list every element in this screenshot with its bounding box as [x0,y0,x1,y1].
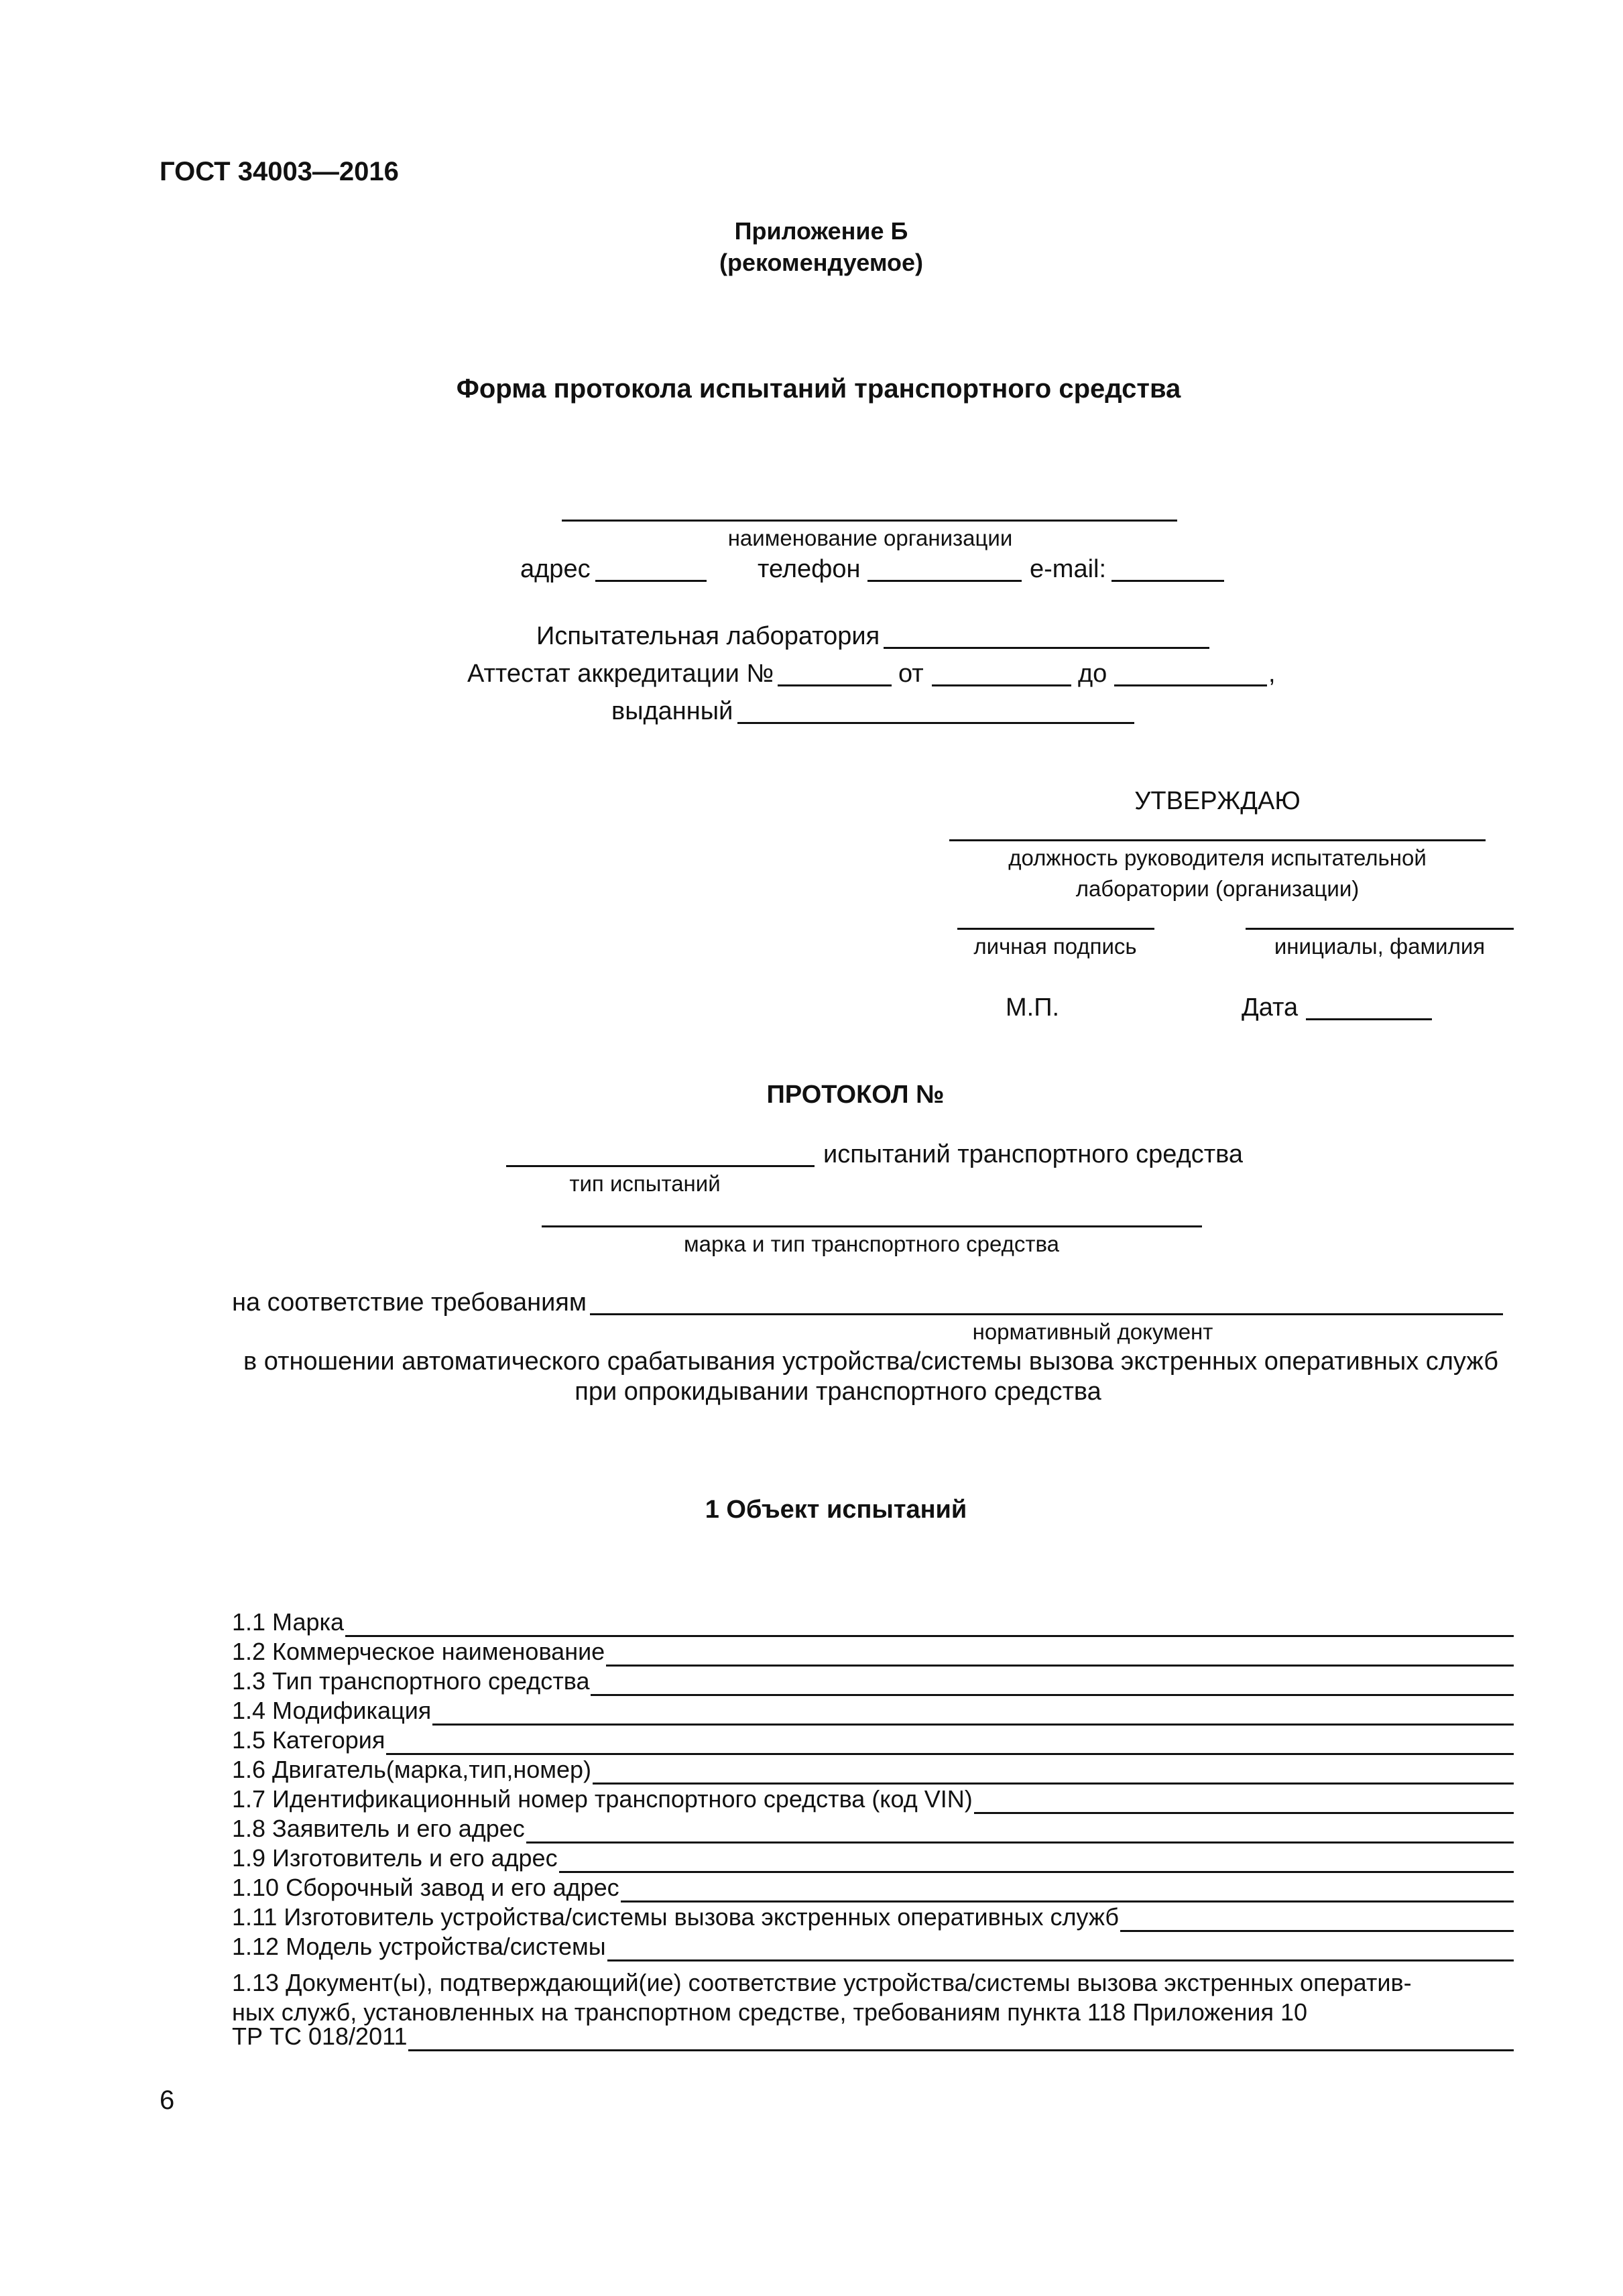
certificate-to-line [1114,684,1267,686]
field-line [606,1644,1514,1667]
initials-caption: инициалы, фамилия [1274,934,1486,959]
signature-caption: личная подпись [973,934,1137,959]
issued-label: выданный [611,697,733,725]
normative-caption: нормативный документ [972,1319,1213,1344]
field-line [593,1762,1514,1785]
tests-text: испытаний транспортного средства [823,1140,1244,1168]
lab-label: Испытательная лаборатория [536,622,880,650]
field-row-modification [232,1695,1514,1726]
scope-line-1: в отношении автоматического срабатывания устройства/системы вызова экстренных оперативных служб [243,1347,1498,1376]
certificate-comma: , [1268,660,1276,688]
field-line [408,2029,1514,2051]
date-line [1306,1018,1432,1020]
email-label: e-mail: [1030,555,1107,583]
field-row-commercial-name [232,1636,1514,1667]
field-line [432,1703,1514,1726]
organization-name-line [562,520,1177,522]
field-label: 1.3 Тип транспортного средства [232,1667,590,1695]
normative-document-line [590,1313,1503,1315]
item-13-line-2: ных служб, установленных на транспортном средстве, требованиям пункта 118 Приложения 10 [232,1998,1307,2026]
field-line [1120,1910,1514,1932]
certificate-to-label: до [1078,660,1107,688]
vehicle-caption: марка и тип транспортного средства [683,1231,1060,1256]
test-type-line [506,1165,815,1167]
field-row-device-manufacturer [232,1901,1514,1932]
item-13-line-1: 1.13 Документ(ы), подтверждающий(ие) соответствие устройства/системы вызова экстренных оператив- [232,1969,1412,1996]
field-label: 1.7 Идентификационный номер транспортного средства (код VIN) [232,1785,973,1813]
stamp-label: М.П. [1006,993,1060,1022]
field-label: ТР ТС 018/2011 [232,2022,408,2050]
field-row-applicant [232,1813,1514,1844]
vehicle-line [542,1225,1202,1227]
page-number: 6 [160,2086,175,2115]
test-type-caption: тип испытаний [569,1171,721,1196]
field-label: 1.10 Сборочный завод и его адрес [232,1874,619,1901]
scope-line-2: при опрокидывании транспортного средства [575,1378,1101,1406]
address-label: адрес [520,555,591,583]
field-label: 1.12 Модель устройства/системы [232,1933,606,1960]
field-row-assembly-plant [232,1872,1514,1902]
field-row-category [232,1724,1514,1755]
certificate-from-line [932,684,1071,686]
field-row-device-model [232,1931,1514,1961]
address-line [595,580,707,582]
position-caption-1: должность руководителя испытательной [1008,845,1427,870]
field-line [386,1733,1514,1755]
field-row-engine [232,1754,1514,1785]
field-line [559,1851,1514,1873]
field-row-vin [232,1783,1514,1814]
compliance-label: на соответствие требованиям [232,1288,587,1317]
form-title: Форма протокола испытаний транспортного средства [456,374,1181,404]
approve-heading: УТВЕРЖДАЮ [1134,787,1301,815]
field-label: 1.2 Коммерческое наименование [232,1638,605,1665]
protocol-title: ПРОТОКОЛ № [766,1081,945,1109]
field-label: 1.1 Марка [232,1608,345,1636]
section-1-title: 1 Объект испытаний [705,1496,967,1524]
position-line [949,839,1486,841]
field-line [591,1674,1514,1696]
standard-number: ГОСТ 34003—2016 [160,157,399,186]
field-row-conformity-documents [232,2020,1514,2051]
field-row-vehicle-type [232,1665,1514,1696]
field-label: 1.11 Изготовитель устройства/системы вызова экстренных оперативных служб [232,1903,1120,1931]
initials-line [1246,928,1514,930]
organization-name-caption: наименование организации [727,526,1013,550]
field-line [621,1880,1514,1902]
certificate-from-label: от [898,660,924,688]
phone-label: телефон [758,555,861,583]
email-line [1111,580,1224,582]
field-line [526,1821,1514,1844]
field-label: 1.9 Изготовитель и его адрес [232,1844,558,1872]
field-label: 1.8 Заявитель и его адрес [232,1815,525,1842]
field-label: 1.5 Категория [232,1726,385,1754]
phone-line [867,580,1022,582]
annex-title: Приложение Б [734,217,908,245]
annex-status: (рекомендуемое) [719,249,923,276]
field-line [607,1939,1514,1961]
issued-line [737,722,1134,724]
field-row-brand [232,1606,1514,1637]
field-line [974,1792,1514,1814]
field-label: 1.4 Модификация [232,1697,432,1724]
signature-line [957,928,1154,930]
field-line [345,1615,1514,1637]
field-row-manufacturer [232,1842,1514,1873]
certificate-number-line [778,684,892,686]
certificate-label: Аттестат аккредитации № [467,660,774,688]
position-caption-2: лаборатории (организации) [1075,876,1360,901]
field-label: 1.6 Двигатель(марка,тип,номер) [232,1756,592,1783]
lab-line [884,647,1209,649]
date-label: Дата [1242,993,1299,1022]
